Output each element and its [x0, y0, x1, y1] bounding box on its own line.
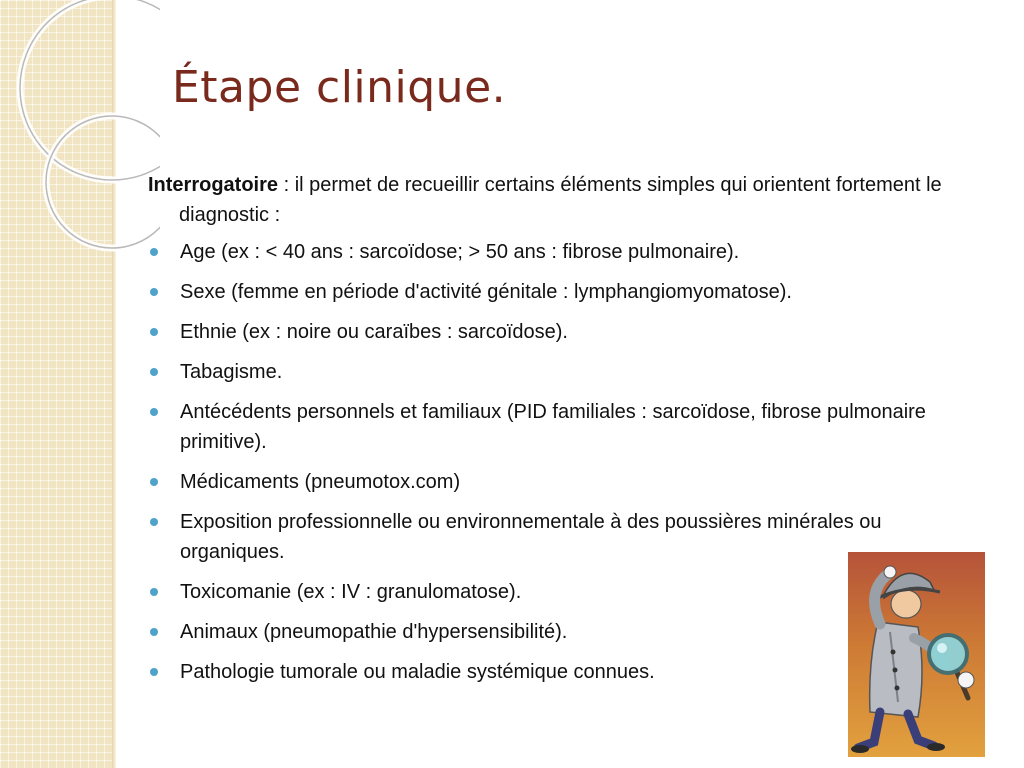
- list-item-text: Médicaments (pneumotox.com): [180, 471, 461, 493]
- list-item-text: Animaux (pneumopathie d'hypersensibilité).: [180, 621, 568, 643]
- list-item: [148, 277, 988, 307]
- decorative-rings: [0, 0, 160, 300]
- bullet-dot-icon: [150, 588, 158, 596]
- bullet-dot-icon: [150, 478, 158, 486]
- bullet-dot-icon: [150, 668, 158, 676]
- list-item: [148, 397, 988, 457]
- slide-title: Étape clinique.: [172, 62, 507, 113]
- intro-label: Interrogatoire: [148, 174, 279, 196]
- list-item-text: Tabagisme.: [180, 361, 283, 383]
- list-item: [148, 317, 988, 347]
- intro-paragraph: [148, 170, 988, 230]
- list-item-text: Exposition professionnelle ou environnementale à des poussières minérales ou organiques.: [180, 511, 882, 563]
- detective-with-magnifying-glass-icon: [848, 552, 985, 757]
- bullet-dot-icon: [150, 518, 158, 526]
- list-item: [148, 357, 988, 387]
- list-item: [148, 237, 988, 267]
- list-item-text: Pathologie tumorale ou maladie systémique connues.: [180, 661, 655, 683]
- list-item-text: Age (ex : < 40 ans : sarcoïdose; > 50 ans : fibrose pulmonaire).: [180, 241, 740, 263]
- list-item: [148, 467, 988, 497]
- bullet-dot-icon: [150, 288, 158, 296]
- bullet-dot-icon: [150, 248, 158, 256]
- detective-illustration: [848, 552, 985, 757]
- list-item-text: Antécédents personnels et familiaux (PID familiales : sarcoïdose, fibrose pulmonaire primitive).: [180, 401, 926, 453]
- bullet-dot-icon: [150, 408, 158, 416]
- bullet-dot-icon: [150, 328, 158, 336]
- list-item-text: Sexe (femme en période d'activité génitale : lymphangiomyomatose).: [180, 281, 792, 303]
- list-item-text: Ethnie (ex : noire ou caraïbes : sarcoïdose).: [180, 321, 568, 343]
- intro-text: : il permet de recueillir certains éléments simples qui orientent fortement le diagnostic :: [179, 174, 942, 226]
- list-item-text: Toxicomanie (ex : IV : granulomatose).: [180, 581, 522, 603]
- bullet-dot-icon: [150, 628, 158, 636]
- bullet-dot-icon: [150, 368, 158, 376]
